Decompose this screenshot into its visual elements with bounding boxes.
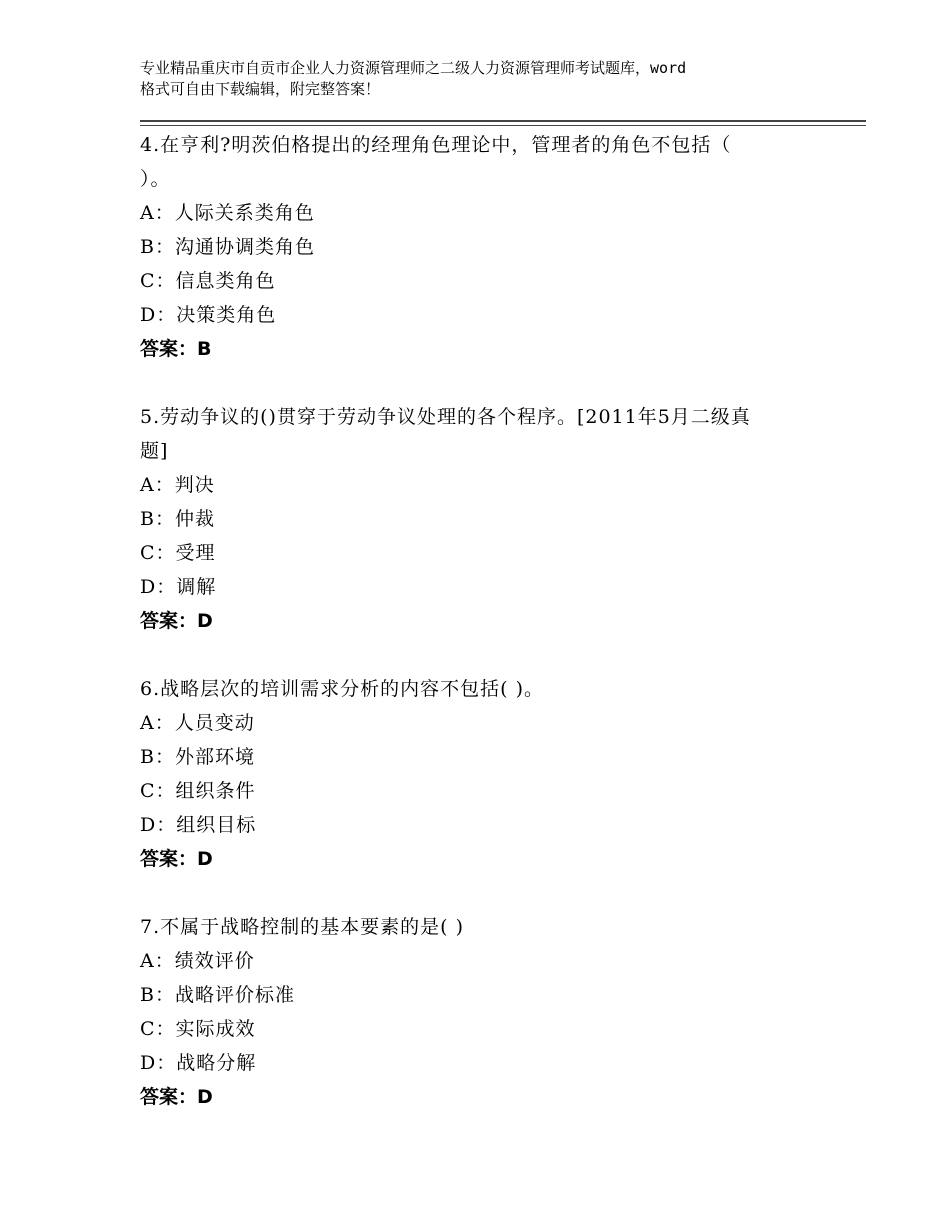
question-list [140,128,830,1148]
stem-line: ）。 [140,168,171,190]
header-line-1: 专业精品重庆市自贡市企业人力资源管理师之二级人力资源管理师考试题库，word [140,59,687,77]
option-c: C：受理 [140,542,216,564]
option-c: C：实际成效 [140,1018,256,1040]
stem-line: 5.劳动争议的()贯穿于劳动争议处理的各个程序。[2011年5月二级真 [140,406,751,428]
option-c: C：信息类角色 [140,270,276,292]
header-rule-thick [140,120,866,122]
option-a: A：人际关系类角色 [140,202,315,224]
question-5 [140,400,830,638]
question-stem [140,672,830,706]
option-b: B：外部环境 [140,746,255,768]
stem-line: 6.战略层次的培训需求分析的内容不包括( )。 [140,678,544,700]
question-7 [140,910,830,1114]
option-b: B：仲裁 [140,508,215,530]
stem-line: 7.不属于战略控制的基本要素的是( ) [140,916,464,938]
answer-label: 答案：D [140,848,213,870]
document-header [140,58,830,100]
option-d: D：战略分解 [140,1052,257,1074]
option-d: D：决策类角色 [140,304,277,326]
answer-label: 答案：D [140,1086,213,1108]
option-b: B：战略评价标准 [140,984,295,1006]
option-b: B：沟通协调类角色 [140,236,315,258]
option-d: D：组织目标 [140,814,257,836]
option-a: A：人员变动 [140,712,255,734]
stem-line: 4.在亨利?明茨伯格提出的经理角色理论中，管理者的角色不包括（ [140,134,732,156]
question-stem [140,910,830,944]
header-line-2: 格式可自由下载编辑，附完整答案！ [140,80,381,98]
stem-line: 题] [140,440,169,462]
answer-label: 答案：B [140,338,212,360]
question-stem [140,128,830,196]
header-rule-thin [140,125,866,126]
answer-label: 答案：D [140,610,213,632]
question-stem [140,400,830,468]
option-c: C：组织条件 [140,780,256,802]
question-4 [140,128,830,366]
option-a: A：判决 [140,474,215,496]
option-d: D：调解 [140,576,217,598]
option-a: A：绩效评价 [140,950,255,972]
question-6 [140,672,830,876]
